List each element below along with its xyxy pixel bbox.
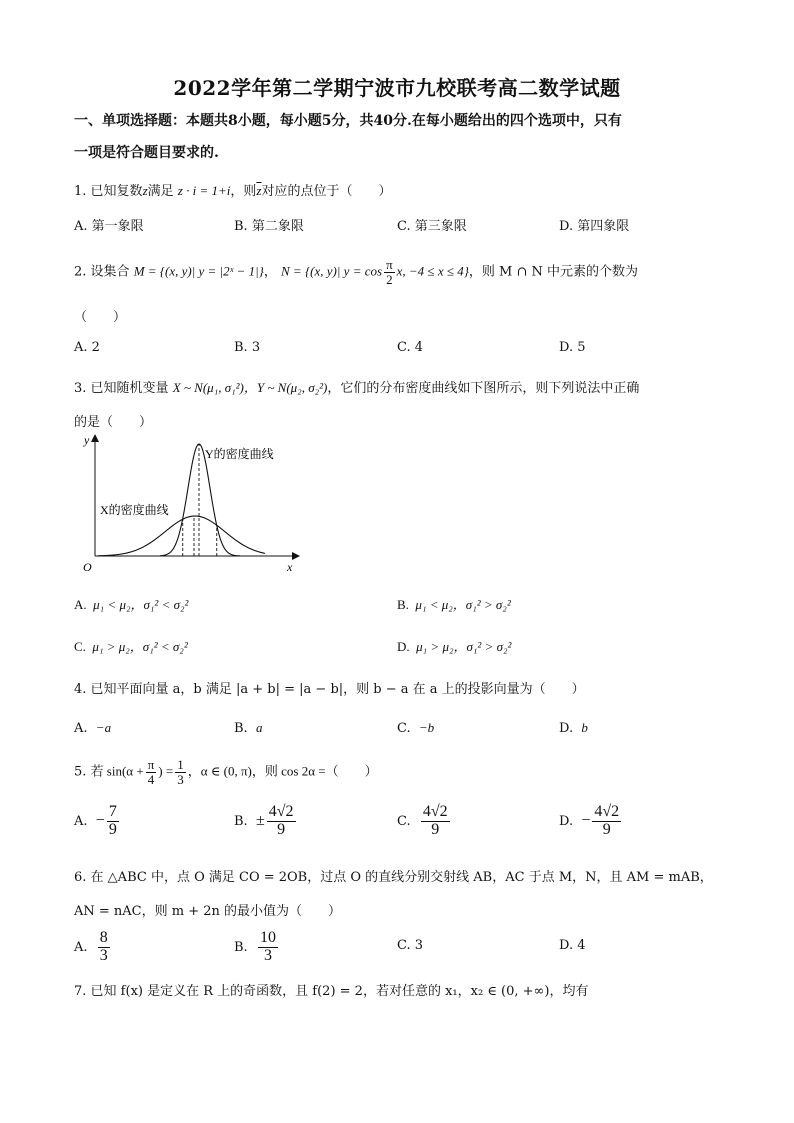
option-letter: C. [397, 938, 411, 953]
option-letter: B. [234, 219, 248, 234]
math-equation: z · i = 1+i [177, 183, 231, 198]
option-letter: D. [559, 813, 574, 829]
q2-option-c[interactable] [397, 340, 423, 355]
q4-option-d[interactable] [559, 720, 588, 736]
q1-option-d[interactable] [559, 215, 629, 234]
option-text: 3 [414, 938, 424, 953]
option-text: 3 [251, 340, 261, 355]
fraction-numerator: 8 [99, 929, 108, 946]
question-text: ，则 M ∩ N 中元素的个数为 [468, 264, 639, 280]
fraction-pi-over-2 [384, 258, 395, 286]
fraction-numerator: π [386, 257, 393, 272]
question-5 [74, 758, 378, 786]
option-letter: C. [397, 219, 411, 234]
q3-option-d[interactable] [397, 636, 511, 655]
y-curve-label: Y的密度曲线 [205, 447, 274, 461]
option-letter: B. [234, 721, 248, 736]
q6-option-c[interactable] [397, 938, 423, 953]
y-axis-arrow [91, 434, 99, 442]
question-text: ) = [158, 763, 174, 779]
set-n-prefix: N = {(x, y)| y = cos [281, 263, 383, 279]
option-letter: D. [559, 340, 574, 355]
question-number: 5. [74, 764, 87, 780]
option-text: a [255, 720, 263, 735]
question-6-line2: AN = nAC，则 m + 2n 的最小值为（ ） [74, 904, 342, 919]
question-number: 2. [74, 264, 87, 280]
option-fraction [98, 930, 110, 965]
option-fraction [258, 930, 278, 965]
q3-option-a[interactable] [74, 594, 188, 613]
fraction-numerator: π [147, 757, 155, 772]
question-3 [74, 377, 639, 396]
fraction-denominator: 9 [277, 820, 286, 838]
option-letter: B. [234, 340, 248, 355]
option-letter: C. [397, 721, 411, 736]
question-number: 6. [74, 870, 87, 885]
question-text: 已知复数 [90, 184, 143, 199]
x-axis-arrow [292, 552, 300, 560]
option-text: μ₁ > μ₂，σ₁² > σ₂² [416, 639, 512, 654]
question-2 [74, 258, 638, 286]
option-text: b [581, 720, 588, 735]
option-text: 2 [91, 340, 100, 355]
option-text: 4 [414, 340, 424, 355]
section-heading-line1: 一、单项选择题：本题共8小题，每小题5分，共40分.在每小题给出的四个选项中，只有 [74, 113, 622, 129]
option-text: 5 [577, 340, 586, 355]
option-text: μ₁ < μ₂，σ₁² < σ₂² [93, 597, 189, 612]
option-fraction [107, 804, 119, 839]
option-text: −b [418, 720, 435, 735]
q1-option-c[interactable] [397, 215, 467, 234]
question-7 [74, 980, 588, 999]
question-6 [74, 866, 713, 885]
separator: ， [263, 264, 277, 280]
option-letter: C. [397, 340, 411, 355]
x-axis-label: x [287, 560, 293, 574]
option-sign: − [95, 811, 105, 829]
option-letter: A. [74, 813, 88, 829]
q2-option-a[interactable] [74, 340, 100, 355]
q4-option-a[interactable] [74, 720, 111, 736]
question-text: 若 sin(α + [90, 763, 144, 779]
question-number: 1. [74, 184, 87, 199]
q6-option-b[interactable] [234, 930, 280, 965]
option-text: 第一象限 [91, 219, 144, 234]
option-sign: − [581, 811, 591, 829]
question-4 [74, 678, 585, 697]
x-curve-label: X的密度曲线 [100, 503, 169, 517]
fraction-numerator: 4√2 [268, 803, 294, 820]
math-conjugate: $\overline{z}$ [256, 183, 262, 198]
option-letter: B. [234, 813, 248, 829]
density-curves-figure [60, 430, 310, 580]
fraction-numerator: 4√2 [422, 803, 448, 820]
question-text: 满足 [147, 184, 174, 199]
fraction-denominator: 9 [431, 820, 440, 838]
question-text: 已知 f(x) 是定义在 R 上的奇函数，且 f(2) = 2，若对任意的 x₁，x₂ ∈ (0, +∞)，均有 [90, 984, 589, 999]
question-3-line2: 的是（ ） [74, 415, 153, 430]
option-fraction [592, 804, 621, 839]
option-letter: D. [559, 219, 574, 234]
question-number: 4. [74, 682, 87, 697]
q5-option-a[interactable] [74, 804, 121, 839]
option-letter: A. [74, 340, 88, 355]
question-1 [74, 180, 391, 199]
option-letter: B. [397, 597, 409, 612]
fraction-denominator: 3 [99, 946, 108, 964]
q2-answer-paren: （ ） [74, 310, 127, 325]
q2-option-d[interactable] [559, 340, 586, 355]
question-text: ，它们的分布密度曲线如下图所示，则下列说法中正确 [327, 381, 640, 396]
section-heading-line2: 一项是符合题目要求的. [74, 145, 219, 161]
option-fraction [421, 804, 450, 839]
option-text: 第二象限 [251, 219, 304, 234]
fraction-numerator: 7 [108, 803, 117, 820]
q5-option-b[interactable] [234, 804, 298, 839]
fraction-pi-over-4 [146, 758, 157, 786]
q4-option-b[interactable] [234, 720, 262, 736]
fraction-denominator: 4 [147, 771, 155, 787]
option-fraction [267, 804, 296, 839]
fraction-numerator: 4√2 [594, 803, 620, 820]
question-number: 7. [74, 984, 87, 999]
origin-label: O [83, 560, 92, 574]
option-letter: A. [74, 597, 87, 612]
fraction-one-third [175, 758, 186, 786]
set-m: M = {(x, y)| y = |2ˣ − 1|} [133, 263, 264, 279]
q5-option-d[interactable] [559, 804, 623, 839]
fraction-numerator: 10 [259, 929, 276, 946]
option-letter: C. [74, 639, 86, 654]
q6-option-d[interactable] [559, 938, 586, 953]
option-letter: A. [74, 939, 88, 955]
q4-option-c[interactable] [397, 720, 434, 736]
fraction-denominator: 3 [177, 771, 184, 787]
question-text: 设集合 [90, 264, 130, 280]
option-text: μ₁ < μ₂，σ₁² > σ₂² [415, 597, 511, 612]
fraction-numerator: 1 [177, 757, 184, 772]
fraction-denominator: 3 [263, 946, 272, 964]
q5-option-c[interactable] [397, 804, 452, 839]
q6-option-a[interactable] [74, 930, 112, 965]
fraction-denominator: 9 [108, 820, 117, 838]
option-letter: A. [74, 219, 88, 234]
option-letter: B. [234, 939, 248, 955]
question-text: 已知随机变量 [90, 381, 169, 396]
question-text: 在 △ABC 中，点 O 满足 CO = 2OB，过点 O 的直线分别交射线 AB，AC 于点 M，N，且 AM = mAB， [90, 870, 713, 885]
page-title: 2022学年第二学期宁波市九校联考高二数学试题 [173, 76, 621, 100]
option-text: 4 [577, 938, 586, 953]
q2-option-b[interactable] [234, 340, 260, 355]
math-var: z [142, 183, 148, 198]
question-text: 已知平面向量 a，b 满足 |a + b| = |a − b|，则 b − a 在 a 上的投影向量为（ ） [90, 682, 585, 697]
y-axis-label: y [84, 433, 90, 447]
q3-option-c[interactable] [74, 636, 188, 655]
q1-option-b[interactable] [234, 215, 304, 234]
question-number: 3. [74, 381, 87, 396]
option-sign: ± [255, 811, 265, 829]
option-letter: D. [397, 639, 410, 654]
option-letter: C. [397, 813, 411, 829]
option-letter: D. [559, 938, 574, 953]
q3-option-b[interactable] [397, 594, 511, 613]
question-text: ，则 [230, 184, 257, 199]
question-text: 对应的点位于（ ） [261, 184, 392, 199]
option-letter: A. [74, 721, 88, 736]
distribution-spec: X ~ N(μ₁, σ₁²)，Y ~ N(μ₂, σ₂²) [172, 380, 328, 395]
question-text: ，α ∈ (0, π)，则 cos 2α =（ ） [187, 763, 378, 779]
fraction-denominator: 9 [602, 820, 611, 838]
set-n-suffix: x, −4 ≤ x ≤ 4} [396, 263, 469, 279]
option-text: 第三象限 [414, 219, 467, 234]
fraction-denominator: 2 [386, 271, 393, 287]
option-text: μ₁ > μ₂，σ₁² < σ₂² [92, 639, 188, 654]
option-text: 第四象限 [577, 219, 630, 234]
q1-option-a[interactable] [74, 215, 144, 234]
option-letter: D. [559, 721, 574, 736]
option-text: −a [95, 720, 112, 735]
